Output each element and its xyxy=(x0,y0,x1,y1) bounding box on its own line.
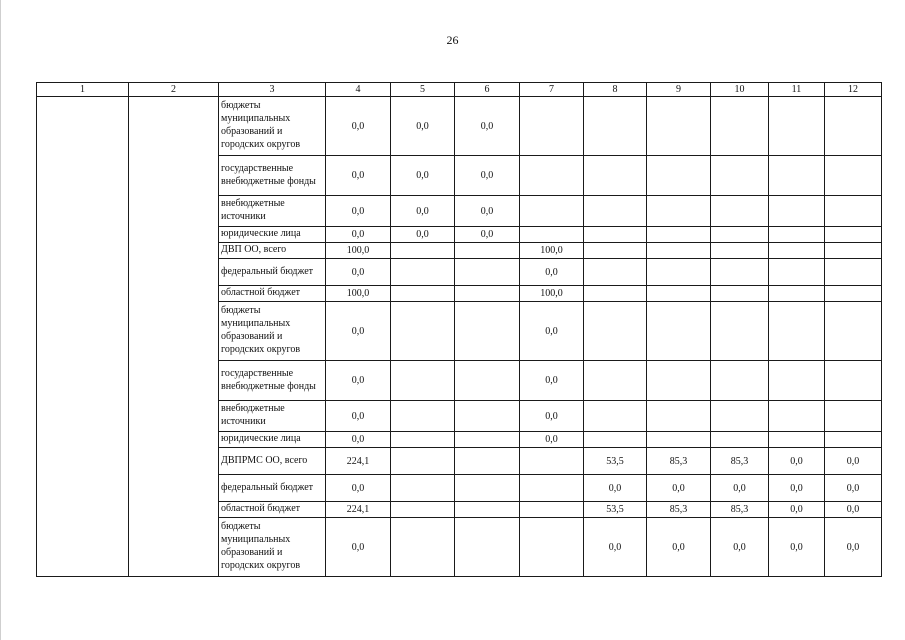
value-cell-c11 xyxy=(769,401,825,432)
value-cell-c7: 0,0 xyxy=(520,401,584,432)
value-cell-c7 xyxy=(520,227,584,243)
value-cell-c12: 0,0 xyxy=(825,518,882,577)
value-cell-c10: 0,0 xyxy=(711,518,769,577)
value-cell-c9 xyxy=(647,361,711,401)
column-header: 7 xyxy=(520,83,584,97)
row-label: юридические лица xyxy=(219,227,326,243)
column-header: 9 xyxy=(647,83,711,97)
value-cell-c10 xyxy=(711,302,769,361)
value-cell-c11 xyxy=(769,156,825,196)
value-cell-c5 xyxy=(391,518,455,577)
value-cell-c5 xyxy=(391,502,455,518)
row-label: государственные внебюджетные фонды xyxy=(219,361,326,401)
value-cell-c6 xyxy=(455,502,520,518)
value-cell-c8 xyxy=(584,196,647,227)
column-header: 1 xyxy=(37,83,129,97)
value-cell-c4: 100,0 xyxy=(326,243,391,259)
row-label: ДВПРМС ОО, всего xyxy=(219,448,326,475)
value-cell-c11 xyxy=(769,302,825,361)
value-cell-c12 xyxy=(825,227,882,243)
value-cell-c7 xyxy=(520,518,584,577)
value-cell-c6 xyxy=(455,259,520,286)
value-cell-c9 xyxy=(647,243,711,259)
value-cell-c5 xyxy=(391,286,455,302)
value-cell-c12: 0,0 xyxy=(825,475,882,502)
value-cell-c4: 0,0 xyxy=(326,401,391,432)
column-header: 2 xyxy=(129,83,219,97)
header-row xyxy=(37,83,882,97)
value-cell-c10: 85,3 xyxy=(711,448,769,475)
value-cell-c11 xyxy=(769,361,825,401)
value-cell-c5 xyxy=(391,243,455,259)
value-cell-c8 xyxy=(584,97,647,156)
row-label: областной бюджет xyxy=(219,502,326,518)
column-header: 10 xyxy=(711,83,769,97)
value-cell-c4: 224,1 xyxy=(326,502,391,518)
value-cell-c6 xyxy=(455,286,520,302)
value-cell-c9 xyxy=(647,227,711,243)
value-cell-c7 xyxy=(520,448,584,475)
value-cell-c11 xyxy=(769,227,825,243)
value-cell-c10 xyxy=(711,156,769,196)
value-cell-c4: 0,0 xyxy=(326,259,391,286)
row-label: федеральный бюджет xyxy=(219,475,326,502)
value-cell-c6 xyxy=(455,361,520,401)
value-cell-c6 xyxy=(455,475,520,502)
value-cell-c8 xyxy=(584,401,647,432)
value-cell-c6: 0,0 xyxy=(455,196,520,227)
row-label: юридические лица xyxy=(219,432,326,448)
value-cell-c4: 0,0 xyxy=(326,196,391,227)
value-cell-c8: 53,5 xyxy=(584,448,647,475)
value-cell-c4: 100,0 xyxy=(326,286,391,302)
value-cell-c12 xyxy=(825,97,882,156)
value-cell-c4: 224,1 xyxy=(326,448,391,475)
value-cell-c8 xyxy=(584,227,647,243)
value-cell-c11: 0,0 xyxy=(769,518,825,577)
value-cell-c7: 100,0 xyxy=(520,243,584,259)
value-cell-c8 xyxy=(584,302,647,361)
value-cell-c5 xyxy=(391,259,455,286)
value-cell-c9 xyxy=(647,286,711,302)
budget-table xyxy=(36,82,882,577)
value-cell-c10 xyxy=(711,361,769,401)
row-label: внебюджетные источники xyxy=(219,196,326,227)
value-cell-c6 xyxy=(455,448,520,475)
value-cell-c5 xyxy=(391,361,455,401)
value-cell-c5: 0,0 xyxy=(391,156,455,196)
value-cell-c10 xyxy=(711,196,769,227)
value-cell-c4: 0,0 xyxy=(326,475,391,502)
value-cell-c6 xyxy=(455,518,520,577)
value-cell-c10 xyxy=(711,97,769,156)
value-cell-c8: 53,5 xyxy=(584,502,647,518)
value-cell-c12 xyxy=(825,259,882,286)
value-cell-c9: 0,0 xyxy=(647,475,711,502)
column-header: 12 xyxy=(825,83,882,97)
page-number: 26 xyxy=(446,33,459,47)
value-cell-c12 xyxy=(825,401,882,432)
value-cell-c7 xyxy=(520,196,584,227)
value-cell-c7 xyxy=(520,97,584,156)
value-cell-c7: 0,0 xyxy=(520,432,584,448)
value-cell-c7 xyxy=(520,475,584,502)
column-header: 4 xyxy=(326,83,391,97)
scan-edge-line xyxy=(0,0,1,640)
value-cell-c7 xyxy=(520,156,584,196)
value-cell-c12: 0,0 xyxy=(825,448,882,475)
value-cell-c4: 0,0 xyxy=(326,432,391,448)
value-cell-c9 xyxy=(647,401,711,432)
value-cell-c12 xyxy=(825,156,882,196)
value-cell-c5: 0,0 xyxy=(391,227,455,243)
value-cell-c12 xyxy=(825,432,882,448)
value-cell-c12 xyxy=(825,361,882,401)
table-row xyxy=(37,97,882,156)
value-cell-c4: 0,0 xyxy=(326,227,391,243)
value-cell-c8 xyxy=(584,243,647,259)
value-cell-c8 xyxy=(584,156,647,196)
row-label: федеральный бюджет xyxy=(219,259,326,286)
value-cell-c8: 0,0 xyxy=(584,475,647,502)
value-cell-c6 xyxy=(455,243,520,259)
value-cell-c5 xyxy=(391,475,455,502)
column-header: 5 xyxy=(391,83,455,97)
value-cell-c10 xyxy=(711,227,769,243)
value-cell-c8 xyxy=(584,361,647,401)
value-cell-c4: 0,0 xyxy=(326,518,391,577)
value-cell-c7: 0,0 xyxy=(520,259,584,286)
value-cell-c4: 0,0 xyxy=(326,97,391,156)
value-cell-c8 xyxy=(584,432,647,448)
value-cell-c10 xyxy=(711,286,769,302)
row-label: бюджеты муниципальных образований и городских округов xyxy=(219,302,326,361)
value-cell-c11 xyxy=(769,243,825,259)
row-label: бюджеты муниципальных образований и городских округов xyxy=(219,518,326,577)
value-cell-c5 xyxy=(391,432,455,448)
value-cell-c12: 0,0 xyxy=(825,502,882,518)
column-2-cell xyxy=(129,97,219,577)
value-cell-c4: 0,0 xyxy=(326,302,391,361)
value-cell-c10 xyxy=(711,259,769,286)
value-cell-c10: 85,3 xyxy=(711,502,769,518)
value-cell-c9: 0,0 xyxy=(647,518,711,577)
value-cell-c5: 0,0 xyxy=(391,97,455,156)
value-cell-c7: 0,0 xyxy=(520,361,584,401)
value-cell-c6: 0,0 xyxy=(455,97,520,156)
value-cell-c9 xyxy=(647,302,711,361)
value-cell-c6: 0,0 xyxy=(455,227,520,243)
value-cell-c5 xyxy=(391,302,455,361)
value-cell-c12 xyxy=(825,286,882,302)
value-cell-c7: 100,0 xyxy=(520,286,584,302)
row-label: областной бюджет xyxy=(219,286,326,302)
value-cell-c11 xyxy=(769,286,825,302)
value-cell-c12 xyxy=(825,196,882,227)
value-cell-c11 xyxy=(769,97,825,156)
value-cell-c11 xyxy=(769,432,825,448)
value-cell-c12 xyxy=(825,302,882,361)
value-cell-c8 xyxy=(584,259,647,286)
value-cell-c4: 0,0 xyxy=(326,156,391,196)
value-cell-c9 xyxy=(647,156,711,196)
value-cell-c10: 0,0 xyxy=(711,475,769,502)
column-header: 3 xyxy=(219,83,326,97)
value-cell-c6 xyxy=(455,432,520,448)
value-cell-c11 xyxy=(769,259,825,286)
value-cell-c9 xyxy=(647,432,711,448)
column-1-cell xyxy=(37,97,129,577)
value-cell-c5 xyxy=(391,401,455,432)
value-cell-c8: 0,0 xyxy=(584,518,647,577)
value-cell-c6 xyxy=(455,401,520,432)
value-cell-c10 xyxy=(711,243,769,259)
row-label: бюджеты муниципальных образований и городских округов xyxy=(219,97,326,156)
row-label: ДВП ОО, всего xyxy=(219,243,326,259)
value-cell-c9: 85,3 xyxy=(647,448,711,475)
value-cell-c5 xyxy=(391,448,455,475)
column-header: 6 xyxy=(455,83,520,97)
value-cell-c11: 0,0 xyxy=(769,502,825,518)
column-header: 11 xyxy=(769,83,825,97)
value-cell-c7 xyxy=(520,502,584,518)
value-cell-c10 xyxy=(711,432,769,448)
value-cell-c6 xyxy=(455,302,520,361)
value-cell-c4: 0,0 xyxy=(326,361,391,401)
value-cell-c10 xyxy=(711,401,769,432)
value-cell-c6: 0,0 xyxy=(455,156,520,196)
value-cell-c9 xyxy=(647,259,711,286)
value-cell-c11: 0,0 xyxy=(769,475,825,502)
row-label: государственные внебюджетные фонды xyxy=(219,156,326,196)
value-cell-c9 xyxy=(647,196,711,227)
value-cell-c9: 85,3 xyxy=(647,502,711,518)
row-label: внебюджетные источники xyxy=(219,401,326,432)
value-cell-c7: 0,0 xyxy=(520,302,584,361)
value-cell-c8 xyxy=(584,286,647,302)
value-cell-c12 xyxy=(825,243,882,259)
value-cell-c11: 0,0 xyxy=(769,448,825,475)
value-cell-c11 xyxy=(769,196,825,227)
column-header: 8 xyxy=(584,83,647,97)
value-cell-c9 xyxy=(647,97,711,156)
value-cell-c5: 0,0 xyxy=(391,196,455,227)
